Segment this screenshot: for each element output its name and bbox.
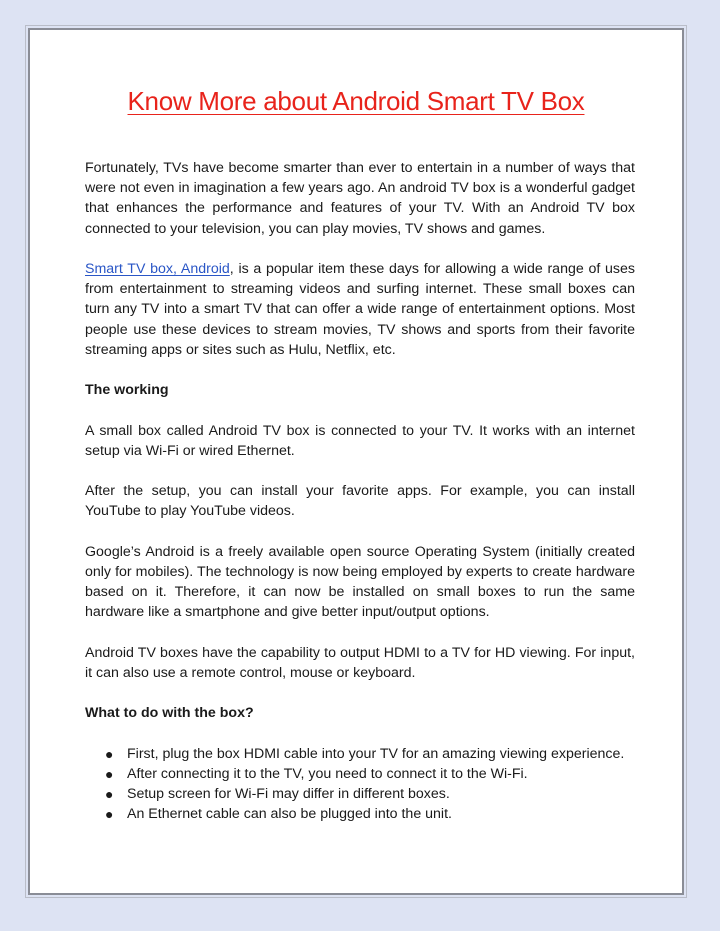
- bullet-icon: ●: [105, 765, 114, 782]
- link-paragraph-text: , is a popular item these days for allowing a wide range of uses from entertainment to streaming videos and surfing internet. These small boxes can turn any TV into a smart TV that can offer a wide range of entertainment options. Most people use these devices to stream movies, TV shows and sports from their favorite streaming apps or sites such as Hulu, Netflix, etc.: [85, 261, 635, 358]
- bullet-icon: ●: [105, 745, 114, 762]
- heading-what-to-do: What to do with the box?: [85, 705, 254, 722]
- list-item-text: First, plug the box HDMI cable into your TV for an amazing viewing experience.: [127, 745, 625, 762]
- list-item: [105, 764, 635, 784]
- list-item-text: Setup screen for Wi-Fi may differ in different boxes.: [127, 786, 450, 803]
- bullet-icon: ●: [105, 806, 114, 823]
- document-body: [85, 158, 635, 825]
- list-item-text: An Ethernet cable can also be plugged into the unit.: [127, 806, 452, 823]
- steps-list: [85, 744, 635, 825]
- list-item: [105, 784, 635, 804]
- working-paragraph-4: Android TV boxes have the capability to output HDMI to a TV for HD viewing. For input, it can also use a remote control, mouse or keyboard.: [85, 644, 635, 681]
- list-item-text: After connecting it to the TV, you need to connect it to the Wi-Fi.: [127, 765, 528, 782]
- heading-the-working: The working: [85, 382, 169, 399]
- bullet-icon: ●: [105, 786, 114, 803]
- working-paragraph-2: After the setup, you can install your favorite apps. For example, you can install YouTube to play YouTube videos.: [85, 483, 635, 520]
- working-paragraph-1: A small box called Android TV box is connected to your TV. It works with an internet setup via Wi-Fi or wired Ethernet.: [85, 422, 635, 459]
- list-item: [105, 744, 635, 764]
- document-page: [28, 28, 684, 895]
- link-paragraph: [85, 259, 635, 360]
- document-title: Know More about Android Smart TV Box: [127, 86, 585, 116]
- working-paragraph-3: Google’s Android is a freely available open source Operating System (initially created only for mobiles). The technology is now being employed by experts to create hardware based on it. Therefore, it can now be installed on small boxes to run the same hardware like a smartphone and give better input/output options.: [85, 543, 635, 621]
- smart-tv-box-link[interactable]: Smart TV box, Android: [85, 261, 230, 277]
- list-item: [105, 804, 635, 824]
- intro-paragraph: Fortunately, TVs have become smarter than ever to entertain in a number of ways that were not even in imagination a few years ago. An android TV box is a wonderful gadget that enhances the performance and features of your TV. With an Android TV box connected to your television, you can play movies, TV shows and games.: [85, 160, 635, 237]
